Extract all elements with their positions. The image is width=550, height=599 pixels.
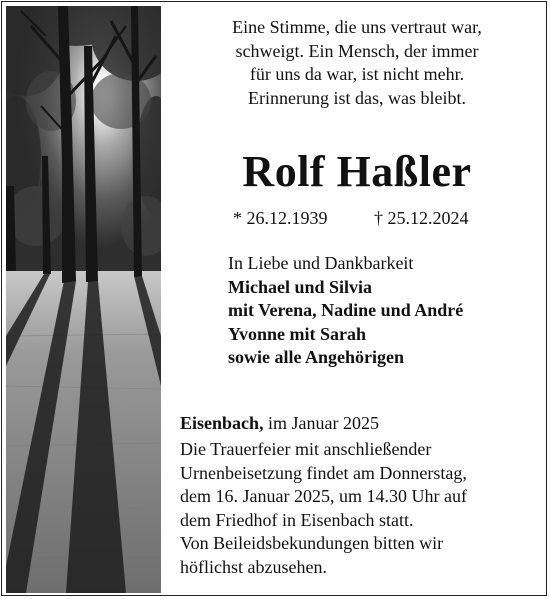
info-line: Die Trauerfeier mit anschließender: [180, 439, 432, 459]
obituary-frame: [1, 1, 547, 596]
info-line: Von Beileidsbekundungen bitten wir: [180, 533, 444, 553]
mourner-name: mit Verena, Nadine und André: [228, 300, 464, 320]
tree-photo-image: [6, 6, 161, 593]
funeral-info: [180, 438, 542, 579]
tree-photo: [6, 6, 161, 593]
place-town: Eisenbach,: [180, 413, 264, 433]
mourner-name: Yvonne mit Sarah: [228, 323, 367, 344]
info-line: höflichst abzusehen.: [180, 556, 327, 577]
place-date: im Januar 2025: [263, 413, 380, 433]
mourners-list: [228, 252, 547, 370]
info-line: dem 16. Januar 2025, um 14.30 Uhr auf: [180, 486, 467, 506]
obituary-text: [176, 2, 542, 596]
life-dates: [176, 205, 538, 231]
info-line: Urnenbeisetzung findet am Donnerstag,: [180, 462, 467, 483]
mourners-intro: In Liebe und Dankbarkeit: [228, 253, 414, 273]
mourner-name: Michael und Silvia: [228, 276, 373, 297]
place-and-date: [180, 412, 542, 436]
poem-line: für uns da war, ist nicht mehr.: [249, 64, 465, 84]
info-line: dem Friedhof in Eisenbach statt.: [180, 509, 414, 530]
death-date: † 25.12.2024: [374, 208, 469, 228]
mourner-name: sowie alle Angehörigen: [228, 347, 404, 367]
memorial-poem: [176, 16, 538, 110]
poem-line: Erinnerung ist das, was bleibt.: [248, 87, 466, 108]
birth-date: * 26.12.1939: [233, 208, 328, 228]
poem-line: Eine Stimme, die uns vertraut war,: [232, 17, 482, 37]
poem-line: schweigt. Ein Mensch, der immer: [235, 40, 479, 61]
deceased-name: Rolf Haßler: [242, 147, 472, 196]
